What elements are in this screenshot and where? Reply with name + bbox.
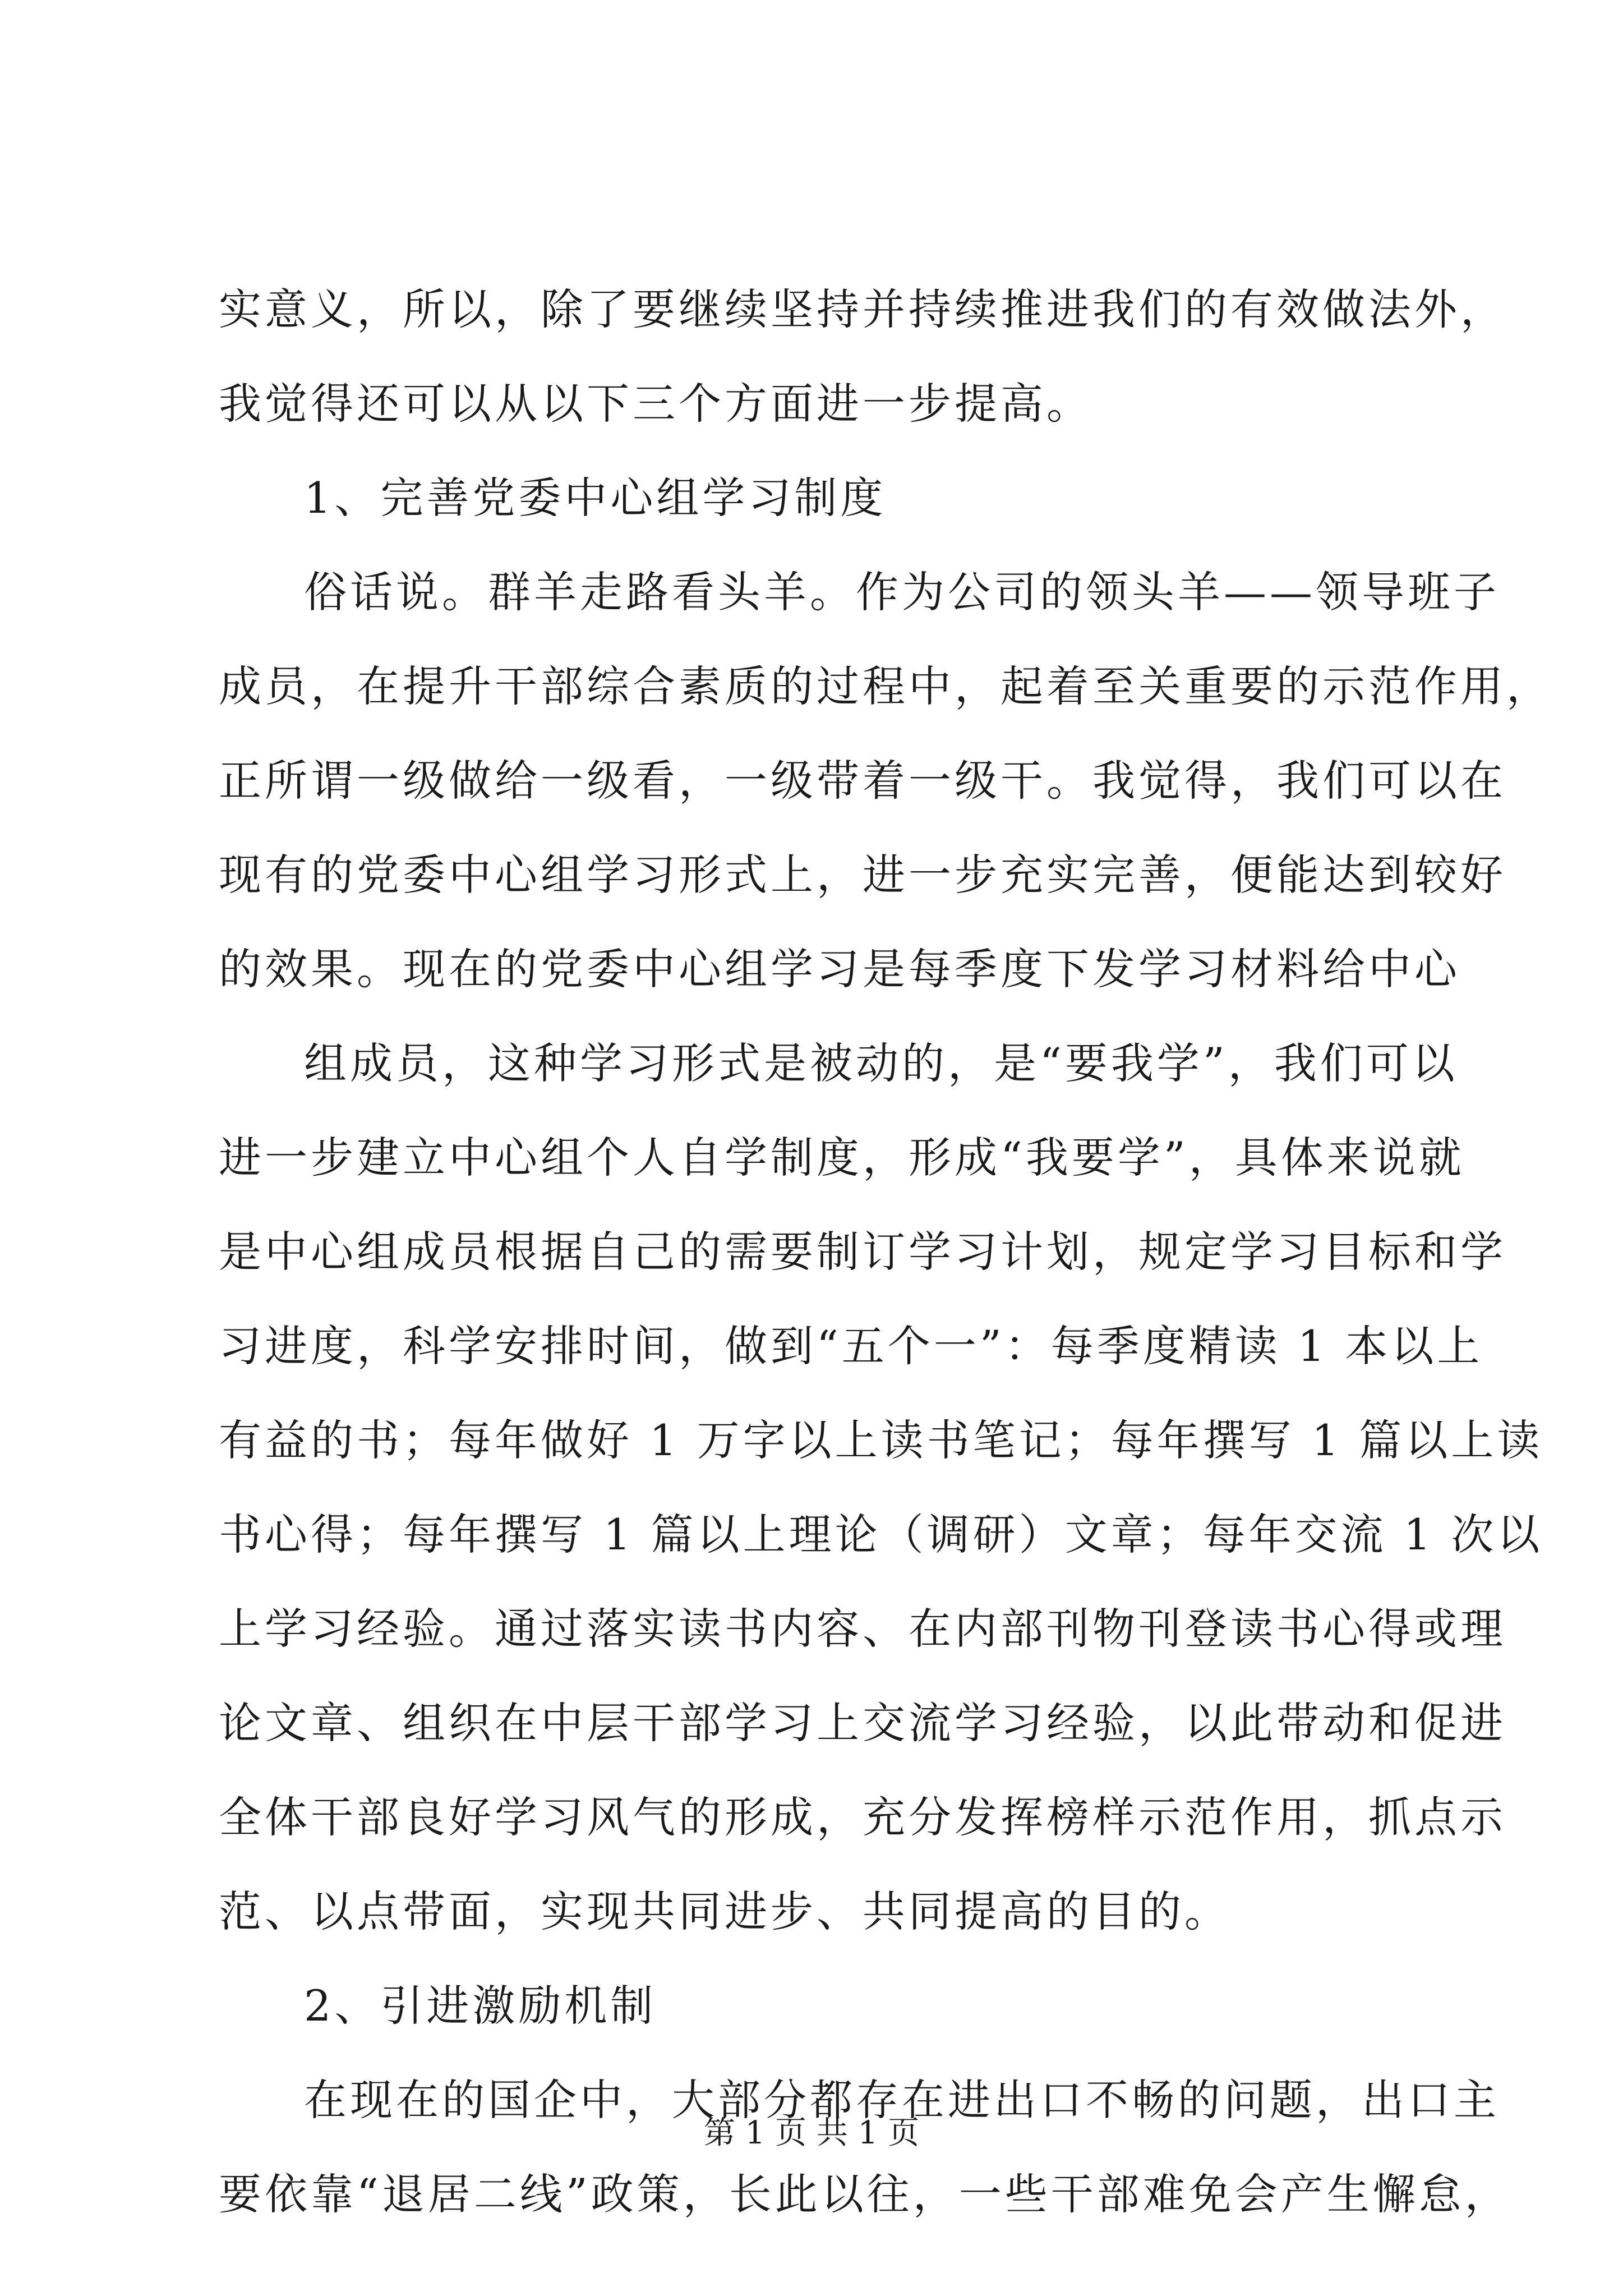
text-line: 实意义，所以，除了要继续坚持并持续推进我们的有效做法外， — [219, 284, 1506, 334]
page-footer: 第 1 页 共 1 页 — [703, 2115, 920, 2151]
text-line: 全体干部良好学习风气的形成，充分发挥榜样示范作用，抓点示 — [219, 1792, 1506, 1842]
text-line: 现有的党委中心组学习形式上，进一步充实完善，便能达到较好 — [219, 850, 1506, 900]
text-line: 书心得；每年撰写 1 篇以上理论（调研）文章；每年交流 1 次以 — [219, 1510, 1543, 1559]
text-line: 上学习经验。通过落实读书内容、在内部刊物刊登读书心得或理 — [219, 1604, 1506, 1654]
text-line: 正所谓一级做给一级看，一级带着一级干。我觉得，我们可以在 — [219, 756, 1506, 806]
text-line: 习进度，科学安排时间，做到“五个一”：每季度精读 1 本以上 — [219, 1321, 1483, 1371]
text-line: 我觉得还可以从以下三个方面进一步提高。 — [219, 379, 1092, 429]
text-line: 1、完善党委中心组学习制度 — [304, 473, 887, 523]
text-line: 2、引进激励机制 — [304, 1981, 657, 2031]
text-line: 在现在的国企中，大部分都存在进出口不畅的问题，出口主 — [304, 2075, 1500, 2125]
text-line: 有益的书；每年做好 1 万字以上读书笔记；每年撰写 1 篇以上读 — [219, 1415, 1543, 1465]
text-line: 的效果。现在的党委中心组学习是每季度下发学习材料给中心 — [219, 944, 1460, 994]
text-line: 成员，在提升干部综合素质的过程中，起着至关重要的示范作用， — [219, 661, 1552, 711]
text-line: 进一步建立中心组个人自学制度，形成“我要学”，具体来说就 — [219, 1133, 1465, 1182]
text-line: 是中心组成员根据自己的需要制订学习计划，规定学习目标和学 — [219, 1227, 1506, 1277]
text-line: 俗话说。群羊走路看头羊。作为公司的领头羊——领导班子 — [304, 567, 1500, 617]
text-line: 论文章、组织在中层干部学习上交流学习经验，以此带动和促进 — [219, 1698, 1506, 1748]
document-body — [219, 263, 1552, 2242]
text-line: 要依靠“退居二线”政策，长此以往，一些干部难免会产生懈怠， — [219, 2169, 1511, 2219]
text-line: 组成员，这种学习形式是被动的，是“要我学”，我们可以 — [304, 1038, 1458, 1088]
text-line: 范、以点带面，实现共同进步、共同提高的目的。 — [219, 1887, 1230, 1936]
